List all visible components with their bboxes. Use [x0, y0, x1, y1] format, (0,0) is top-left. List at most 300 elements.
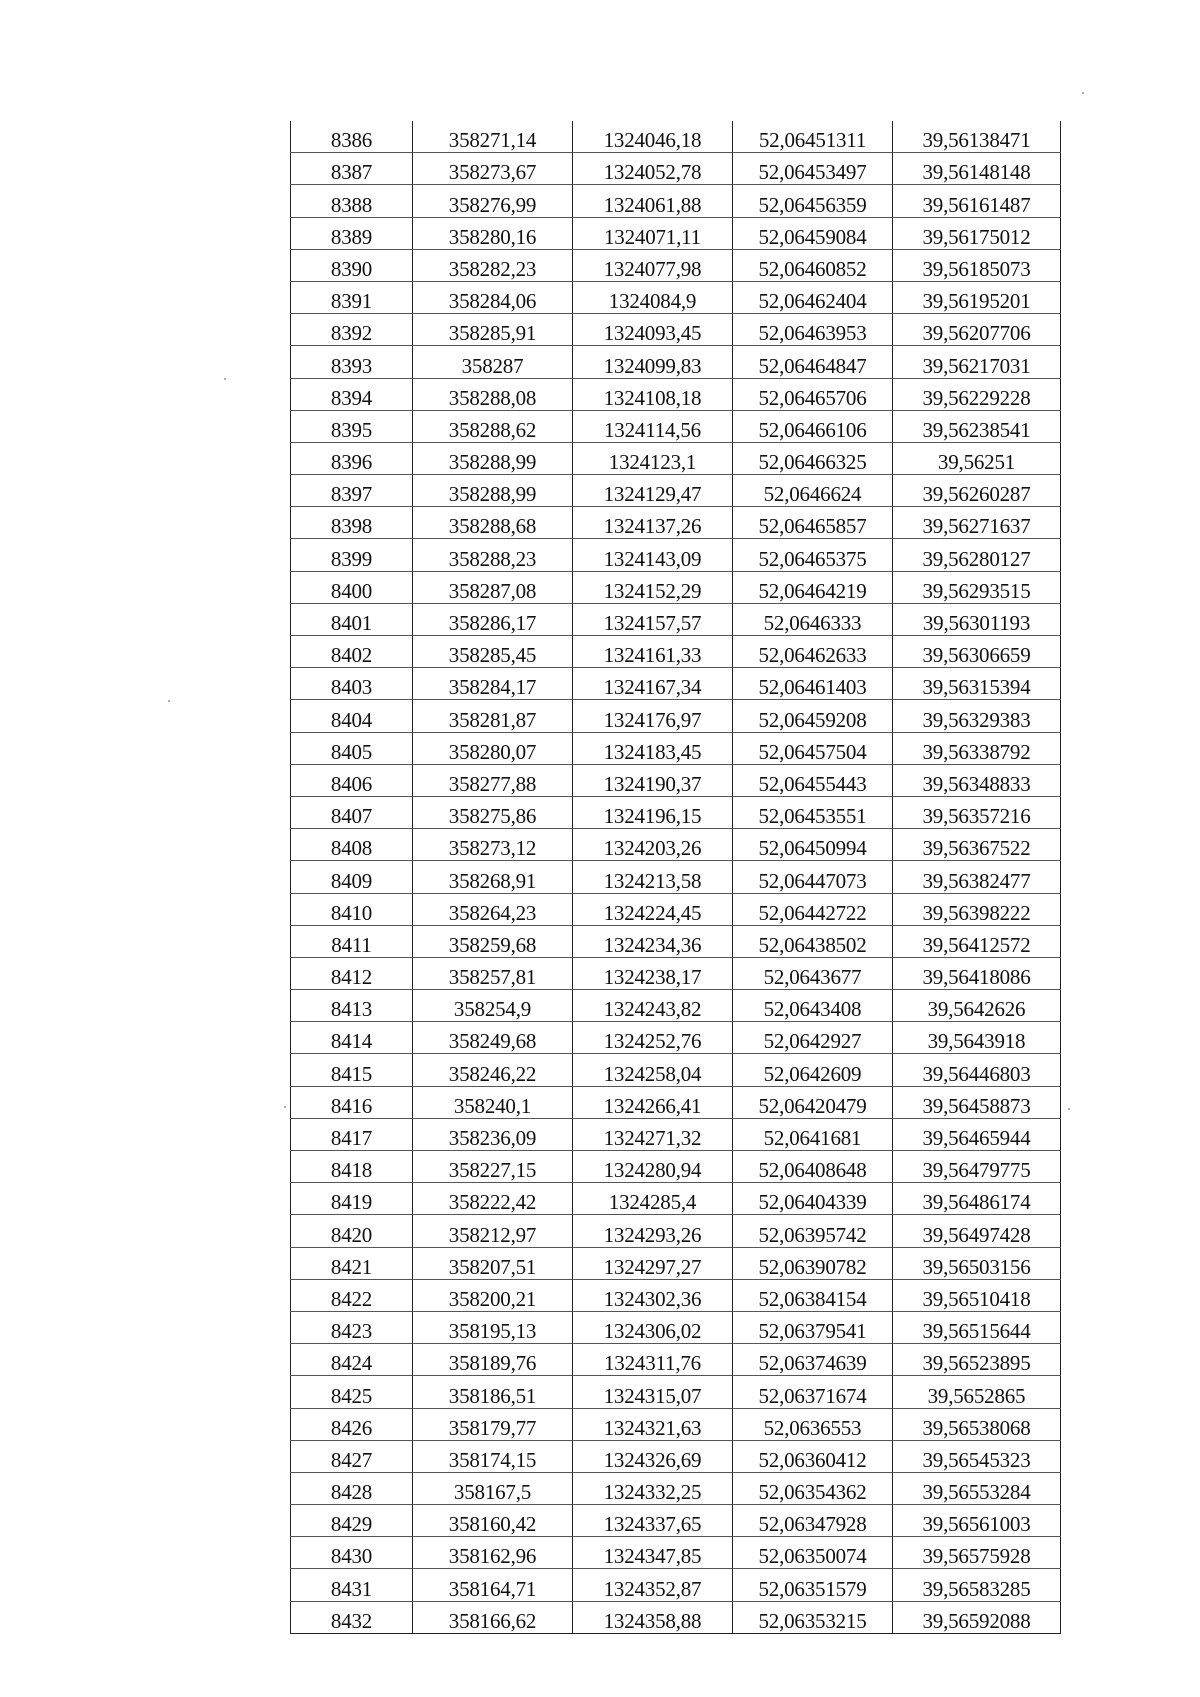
cell-value: 39,56195201	[922, 289, 1031, 314]
cell-value: 52,06374639	[758, 1351, 867, 1376]
cell-value: 52,06347928	[758, 1512, 867, 1537]
cell-value: 358246,22	[448, 1061, 537, 1086]
cell-value: 39,56575928	[922, 1544, 1031, 1569]
cell-value: 358271,14	[448, 128, 537, 153]
cell-value: 1324143,09	[603, 546, 702, 571]
x-coordinate-cell	[413, 957, 573, 989]
y-coordinate-cell	[573, 1247, 733, 1279]
cell-value: 52,06353215	[758, 1608, 867, 1633]
cell-value: 8405	[330, 739, 373, 764]
cell-value: 358285,45	[448, 643, 537, 668]
latitude-cell	[733, 410, 893, 442]
latitude-cell	[733, 378, 893, 410]
point-number-cell	[291, 1279, 413, 1311]
longitude-cell	[893, 410, 1061, 442]
point-number-cell	[291, 1215, 413, 1247]
cell-value: 39,56306659	[922, 643, 1031, 668]
y-coordinate-cell	[573, 475, 733, 507]
longitude-cell	[893, 829, 1061, 861]
point-number-cell	[291, 281, 413, 313]
longitude-cell	[893, 732, 1061, 764]
cell-value: 39,56592088	[922, 1608, 1031, 1633]
longitude-cell	[893, 636, 1061, 668]
cell-value: 52,06457504	[758, 739, 867, 764]
longitude-cell	[893, 1408, 1061, 1440]
y-coordinate-cell	[573, 1537, 733, 1569]
y-coordinate-cell	[573, 571, 733, 603]
x-coordinate-cell	[413, 1601, 573, 1633]
point-number-cell	[291, 925, 413, 957]
y-coordinate-cell	[573, 1440, 733, 1472]
cell-value: 358280,07	[448, 739, 537, 764]
cell-value: 8387	[330, 160, 373, 185]
cell-value: 358264,23	[448, 900, 537, 925]
cell-value: 1324123,1	[608, 450, 697, 475]
table-row	[291, 700, 1061, 732]
point-number-cell	[291, 1601, 413, 1633]
cell-value: 52,06459084	[758, 224, 867, 249]
table-row	[291, 249, 1061, 281]
table-row	[291, 1376, 1061, 1408]
y-coordinate-cell	[573, 1344, 733, 1376]
cell-value: 8414	[330, 1029, 373, 1054]
cell-value: 39,56348833	[922, 771, 1031, 796]
latitude-cell	[733, 1183, 893, 1215]
y-coordinate-cell	[573, 1279, 733, 1311]
x-coordinate-cell	[413, 539, 573, 571]
cell-value: 1324196,15	[603, 804, 702, 829]
latitude-cell	[733, 153, 893, 185]
cell-value: 8402	[330, 643, 373, 668]
cell-value: 8409	[330, 868, 373, 893]
y-coordinate-cell	[573, 1054, 733, 1086]
latitude-cell	[733, 1247, 893, 1279]
table-row	[291, 1215, 1061, 1247]
y-coordinate-cell	[573, 1376, 733, 1408]
table-row	[291, 442, 1061, 474]
cell-value: 39,56217031	[922, 353, 1031, 378]
longitude-cell	[893, 957, 1061, 989]
x-coordinate-cell	[413, 346, 573, 378]
cell-value: 39,56357216	[922, 804, 1031, 829]
cell-value: 1324071,11	[604, 224, 701, 249]
x-coordinate-cell	[413, 249, 573, 281]
cell-value: 39,56301193	[922, 611, 1031, 635]
longitude-cell	[893, 1472, 1061, 1504]
point-number-cell	[291, 314, 413, 346]
cell-value: 358286,17	[448, 611, 537, 635]
y-coordinate-cell	[573, 378, 733, 410]
cell-value: 52,06438502	[758, 932, 867, 957]
cell-value: 39,56553284	[922, 1480, 1031, 1505]
cell-value: 39,56293515	[922, 578, 1031, 603]
cell-value: 52,06450994	[758, 836, 867, 861]
table-row	[291, 636, 1061, 668]
longitude-cell	[893, 1569, 1061, 1601]
cell-value: 358249,68	[448, 1029, 537, 1054]
longitude-cell	[893, 1215, 1061, 1247]
longitude-cell	[893, 1247, 1061, 1279]
longitude-cell	[893, 346, 1061, 378]
y-coordinate-cell	[573, 217, 733, 249]
table-row	[291, 1472, 1061, 1504]
cell-value: 39,56503156	[922, 1254, 1031, 1279]
cell-value: 52,0642927	[763, 1029, 862, 1054]
cell-value: 8412	[330, 965, 373, 990]
latitude-cell	[733, 442, 893, 474]
cell-value: 8411	[331, 932, 372, 957]
x-coordinate-cell	[413, 314, 573, 346]
y-coordinate-cell	[573, 121, 733, 153]
longitude-cell	[893, 1086, 1061, 1118]
y-coordinate-cell	[573, 668, 733, 700]
longitude-cell	[893, 1279, 1061, 1311]
cell-value: 8399	[330, 546, 373, 571]
latitude-cell	[733, 281, 893, 313]
x-coordinate-cell	[413, 1408, 573, 1440]
cell-value: 8392	[330, 321, 373, 346]
cell-value: 39,56523895	[922, 1351, 1031, 1376]
cell-value: 39,56510418	[922, 1286, 1031, 1311]
latitude-cell	[733, 603, 893, 635]
cell-value: 52,06459208	[758, 707, 867, 732]
latitude-cell	[733, 217, 893, 249]
latitude-cell	[733, 796, 893, 828]
latitude-cell	[733, 861, 893, 893]
cell-value: 8416	[330, 1093, 373, 1118]
longitude-cell	[893, 925, 1061, 957]
y-coordinate-cell	[573, 1151, 733, 1183]
y-coordinate-cell	[573, 1086, 733, 1118]
table-row	[291, 893, 1061, 925]
cell-value: 52,06447073	[758, 868, 867, 893]
cell-value: 39,56583285	[922, 1576, 1031, 1601]
table-row	[291, 603, 1061, 635]
table-row	[291, 1505, 1061, 1537]
cell-value: 8390	[330, 256, 373, 281]
latitude-cell	[733, 249, 893, 281]
y-coordinate-cell	[573, 893, 733, 925]
y-coordinate-cell	[573, 442, 733, 474]
cell-value: 39,5642626	[927, 997, 1026, 1022]
cell-value: 358276,99	[448, 192, 537, 217]
x-coordinate-cell	[413, 1215, 573, 1247]
longitude-cell	[893, 185, 1061, 217]
cell-value: 8415	[330, 1061, 373, 1086]
cell-value: 8401	[330, 611, 373, 635]
cell-value: 39,56418086	[922, 965, 1031, 990]
x-coordinate-cell	[413, 1247, 573, 1279]
y-coordinate-cell	[573, 185, 733, 217]
table-row	[291, 829, 1061, 861]
longitude-cell	[893, 668, 1061, 700]
cell-value: 8426	[330, 1415, 373, 1440]
cell-value: 1324326,69	[603, 1447, 702, 1472]
latitude-cell	[733, 732, 893, 764]
y-coordinate-cell	[573, 1118, 733, 1150]
cell-value: 1324137,26	[603, 514, 702, 539]
cell-value: 8430	[330, 1544, 373, 1569]
cell-value: 358212,97	[448, 1222, 537, 1247]
latitude-cell	[733, 346, 893, 378]
latitude-cell	[733, 1151, 893, 1183]
cell-value: 1324347,85	[603, 1544, 702, 1569]
x-coordinate-cell	[413, 861, 573, 893]
point-number-cell	[291, 1118, 413, 1150]
cell-value: 52,06395742	[758, 1222, 867, 1247]
point-number-cell	[291, 1054, 413, 1086]
cell-value: 52,06456359	[758, 192, 867, 217]
cell-value: 52,0642609	[763, 1061, 862, 1086]
table-row	[291, 1247, 1061, 1279]
cell-value: 1324302,36	[603, 1286, 702, 1311]
latitude-cell	[733, 539, 893, 571]
cell-value: 1324203,26	[603, 836, 702, 861]
table-row	[291, 1440, 1061, 1472]
cell-value: 358236,09	[448, 1126, 537, 1150]
cell-value: 1324332,25	[603, 1480, 702, 1505]
cell-value: 52,06462633	[758, 643, 867, 668]
cell-value: 39,56367522	[922, 836, 1031, 861]
cell-value: 8418	[330, 1158, 373, 1183]
y-coordinate-cell	[573, 861, 733, 893]
cell-value: 358179,77	[448, 1415, 537, 1440]
latitude-cell	[733, 1472, 893, 1504]
x-coordinate-cell	[413, 1118, 573, 1150]
x-coordinate-cell	[413, 1344, 573, 1376]
cell-value: 358259,68	[448, 932, 537, 957]
cell-value: 8425	[330, 1383, 373, 1408]
point-number-cell	[291, 378, 413, 410]
table-row	[291, 1537, 1061, 1569]
latitude-cell	[733, 1022, 893, 1054]
cell-value: 52,06350074	[758, 1544, 867, 1569]
cell-value: 39,56458873	[922, 1093, 1031, 1118]
cell-value: 52,06455443	[758, 771, 867, 796]
cell-value: 358288,23	[448, 546, 537, 571]
cell-value: 52,06466325	[758, 450, 867, 475]
cell-value: 358288,99	[448, 482, 537, 507]
cell-value: 358268,91	[448, 868, 537, 893]
point-number-cell	[291, 1022, 413, 1054]
y-coordinate-cell	[573, 1215, 733, 1247]
cell-value: 39,56561003	[922, 1512, 1031, 1537]
latitude-cell	[733, 1311, 893, 1343]
cell-value: 1324061,88	[603, 192, 702, 217]
table-row	[291, 1311, 1061, 1343]
latitude-cell	[733, 925, 893, 957]
cell-value: 358281,87	[448, 707, 537, 732]
table-row	[291, 1183, 1061, 1215]
cell-value: 52,06379541	[758, 1319, 867, 1344]
cell-value: 1324052,78	[603, 160, 702, 185]
cell-value: 52,06465857	[758, 514, 867, 539]
table-row	[291, 861, 1061, 893]
cell-value: 39,56545323	[922, 1447, 1031, 1472]
y-coordinate-cell	[573, 925, 733, 957]
cell-value: 358207,51	[448, 1254, 537, 1279]
table-row	[291, 153, 1061, 185]
x-coordinate-cell	[413, 1376, 573, 1408]
longitude-cell	[893, 217, 1061, 249]
longitude-cell	[893, 475, 1061, 507]
point-number-cell	[291, 603, 413, 635]
cell-value: 1324234,36	[603, 932, 702, 957]
x-coordinate-cell	[413, 796, 573, 828]
x-coordinate-cell	[413, 1054, 573, 1086]
cell-value: 1324190,37	[603, 771, 702, 796]
x-coordinate-cell	[413, 732, 573, 764]
table-row	[291, 507, 1061, 539]
cell-value: 358240,1	[453, 1093, 532, 1118]
y-coordinate-cell	[573, 796, 733, 828]
x-coordinate-cell	[413, 217, 573, 249]
cell-value: 52,06460852	[758, 256, 867, 281]
cell-value: 1324077,98	[603, 256, 702, 281]
cell-value: 52,06408648	[758, 1158, 867, 1183]
x-coordinate-cell	[413, 1183, 573, 1215]
y-coordinate-cell	[573, 700, 733, 732]
latitude-cell	[733, 893, 893, 925]
cell-value: 358164,71	[448, 1576, 537, 1601]
point-number-cell	[291, 1472, 413, 1504]
cell-value: 358227,15	[448, 1158, 537, 1183]
cell-value: 8404	[330, 707, 373, 732]
y-coordinate-cell	[573, 346, 733, 378]
y-coordinate-cell	[573, 507, 733, 539]
cell-value: 52,06384154	[758, 1286, 867, 1311]
cell-value: 39,56175012	[922, 224, 1031, 249]
longitude-cell	[893, 442, 1061, 474]
cell-value: 52,06351579	[758, 1576, 867, 1601]
cell-value: 39,56161487	[922, 192, 1031, 217]
x-coordinate-cell	[413, 893, 573, 925]
x-coordinate-cell	[413, 378, 573, 410]
cell-value: 1324046,18	[603, 128, 702, 153]
latitude-cell	[733, 475, 893, 507]
longitude-cell	[893, 571, 1061, 603]
cell-value: 52,0636553	[763, 1415, 862, 1440]
cell-value: 358162,96	[448, 1544, 537, 1569]
point-number-cell	[291, 1311, 413, 1343]
x-coordinate-cell	[413, 507, 573, 539]
cell-value: 8413	[330, 997, 373, 1022]
point-number-cell	[291, 121, 413, 153]
y-coordinate-cell	[573, 603, 733, 635]
cell-value: 52,06354362	[758, 1480, 867, 1505]
cell-value: 8420	[330, 1222, 373, 1247]
scan-speck	[168, 700, 170, 702]
cell-value: 8432	[330, 1608, 373, 1633]
cell-value: 52,06390782	[758, 1254, 867, 1279]
cell-value: 358287	[461, 353, 524, 378]
table-row	[291, 732, 1061, 764]
longitude-cell	[893, 1054, 1061, 1086]
cell-value: 39,56538068	[922, 1415, 1031, 1440]
cell-value: 39,56271637	[922, 514, 1031, 539]
cell-value: 8388	[330, 192, 373, 217]
x-coordinate-cell	[413, 121, 573, 153]
latitude-cell	[733, 1440, 893, 1472]
cell-value: 52,06453497	[758, 160, 867, 185]
table-row	[291, 668, 1061, 700]
table-row	[291, 346, 1061, 378]
longitude-cell	[893, 700, 1061, 732]
point-number-cell	[291, 442, 413, 474]
y-coordinate-cell	[573, 1183, 733, 1215]
cell-value: 8431	[330, 1576, 373, 1601]
longitude-cell	[893, 1022, 1061, 1054]
coordinates-table	[290, 121, 1061, 1634]
y-coordinate-cell	[573, 1601, 733, 1633]
y-coordinate-cell	[573, 1505, 733, 1537]
table-row	[291, 925, 1061, 957]
table-row	[291, 796, 1061, 828]
scan-speck	[224, 378, 226, 380]
table-row	[291, 410, 1061, 442]
longitude-cell	[893, 121, 1061, 153]
x-coordinate-cell	[413, 1472, 573, 1504]
x-coordinate-cell	[413, 1086, 573, 1118]
cell-value: 358284,17	[448, 675, 537, 700]
x-coordinate-cell	[413, 668, 573, 700]
point-number-cell	[291, 1086, 413, 1118]
cell-value: 1324224,45	[603, 900, 702, 925]
cell-value: 52,06465375	[758, 546, 867, 571]
scan-speck	[1082, 92, 1084, 94]
cell-value: 39,56229228	[922, 385, 1031, 410]
y-coordinate-cell	[573, 410, 733, 442]
table-row	[291, 1151, 1061, 1183]
point-number-cell	[291, 796, 413, 828]
point-number-cell	[291, 571, 413, 603]
cell-value: 8393	[330, 353, 373, 378]
longitude-cell	[893, 893, 1061, 925]
cell-value: 8417	[330, 1126, 373, 1150]
cell-value: 52,06465706	[758, 385, 867, 410]
cell-value: 52,06463953	[758, 321, 867, 346]
cell-value: 52,06453551	[758, 804, 867, 829]
cell-value: 1324167,34	[603, 675, 702, 700]
x-coordinate-cell	[413, 185, 573, 217]
longitude-cell	[893, 153, 1061, 185]
cell-value: 8391	[330, 289, 373, 314]
point-number-cell	[291, 1151, 413, 1183]
point-number-cell	[291, 957, 413, 989]
x-coordinate-cell	[413, 603, 573, 635]
cell-value: 1324285,4	[608, 1190, 697, 1215]
cell-value: 358254,9	[453, 997, 532, 1022]
x-coordinate-cell	[413, 636, 573, 668]
point-number-cell	[291, 1408, 413, 1440]
longitude-cell	[893, 603, 1061, 635]
cell-value: 1324293,26	[603, 1222, 702, 1247]
point-number-cell	[291, 1247, 413, 1279]
latitude-cell	[733, 185, 893, 217]
cell-value: 52,0641681	[763, 1126, 862, 1150]
cell-value: 8400	[330, 578, 373, 603]
cell-value: 358282,23	[448, 256, 537, 281]
cell-value: 1324213,58	[603, 868, 702, 893]
longitude-cell	[893, 281, 1061, 313]
longitude-cell	[893, 1601, 1061, 1633]
table-row	[291, 571, 1061, 603]
cell-value: 39,56479775	[922, 1158, 1031, 1183]
point-number-cell	[291, 1537, 413, 1569]
longitude-cell	[893, 378, 1061, 410]
table-row	[291, 281, 1061, 313]
cell-value: 8422	[330, 1286, 373, 1311]
